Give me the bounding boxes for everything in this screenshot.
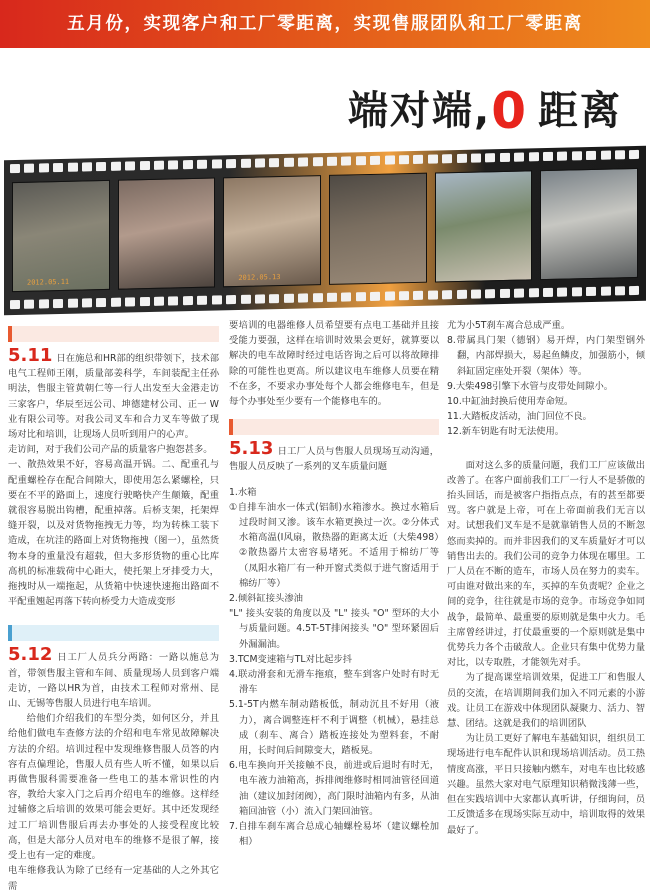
paragraph: 为了提高课堂培训效果，促进工厂和售服人员的交流，在培训期间我们加入不同元素的小游戏。让员工在游戏中体现团队凝聚力、活力、智慧、团结。这就是我们的培训团队 — [447, 672, 645, 730]
film-hole — [500, 153, 510, 162]
paragraph: 为让员工更好了解电车基础知识，组织员工现场进行电车配件认识和现场培训活动。员工热情度高涨，平日只接触内燃车，对电车也比较感兴趣。虽然大家对电气原理知识稍微浅薄一些，但在实践培训中大家都认真听讲，仔细询问，员工反馈适多在现场实际互动中，培训取得的效果最好了。 — [447, 733, 645, 836]
film-hole — [269, 294, 279, 303]
article-body — [0, 318, 650, 892]
spacer — [229, 475, 439, 485]
section-text: 日在施总和HR部的组织带领下，技术部电气工程师王刚，质量部姜科学，车间装配主任孙明法，售服主管黄朝仁等一行人出发至大金港走访三家客户，华辰至远公司、坤德建材公司、正一 W业有限公司等。对我公司叉车和合力叉车等做了现场对比和培训，让现场人员听到用户的心声。 — [8, 353, 219, 441]
film-hole — [284, 294, 294, 303]
section-text: 日工厂人员与售服人员现场互动沟通，售服人员反映了一系列的叉车质量问题 — [229, 446, 439, 473]
film-hole — [370, 292, 380, 301]
film-hole — [529, 288, 539, 297]
film-hole — [485, 289, 495, 298]
page-title — [348, 78, 622, 140]
column-2 — [229, 318, 439, 850]
film-hole — [327, 157, 337, 166]
film-hole — [82, 298, 92, 307]
film-hole — [457, 290, 467, 299]
film-hole — [615, 150, 625, 159]
film-hole — [125, 297, 135, 306]
photo-warehouse — [12, 180, 110, 292]
column-1 — [8, 318, 219, 894]
film-hole — [514, 152, 524, 161]
film-hole — [140, 161, 150, 170]
list-item: 8.带属具门架（德钢）易开焊，内门架型钢外翻，内部焊损大，易起鱼鳞皮，加强筋小，倾斜缸固定座处开裂（架体）等。 — [447, 335, 645, 377]
film-hole — [514, 288, 524, 297]
film-hole — [197, 160, 207, 169]
film-hole — [68, 163, 78, 172]
section-512 — [8, 644, 219, 711]
film-hole — [557, 287, 567, 296]
list-item: 10.中缸油封换后使用寿命短。 — [447, 396, 574, 408]
film-hole — [370, 156, 380, 165]
section-511 — [8, 345, 219, 442]
film-hole — [327, 293, 337, 302]
film-hole — [586, 287, 596, 296]
film-hole — [96, 162, 106, 171]
list-item: 12.新车钥匙有时无法使用。 — [447, 426, 565, 438]
film-hole — [168, 160, 178, 169]
list-item: 11.大踏板皮活动，油门回位不良。 — [447, 411, 592, 423]
film-hole — [500, 289, 510, 298]
paragraph: 给他们介绍我们的车型分类，如何区分，并且给他们做电车查修方法的介绍和电车常见故障解决方法的介绍。培训过程中发现维修售服人员答的内容有点偏理论，售服人员有些人听不懂，如果以后再做售服科需要准备一些电工的基本常识性的内容，教给大家入门之后再介绍电车的维修。这样经过辅修之后培训的效果可能会更好。其中还发现经过工厂培训售服后再去办事处的人接受程度比较高，但是大部分人员对电车的维修不是很了解，接受上也有一定的难度。 — [8, 713, 219, 862]
film-hole — [212, 159, 222, 168]
paragraph: 走访间，对于我们公司产品的质量客户抱怨甚多。 — [8, 444, 213, 456]
film-hole — [601, 151, 611, 160]
section-number: 5.11 — [8, 345, 53, 366]
film-hole — [572, 151, 582, 160]
title-part2: 距离 — [538, 88, 622, 134]
film-hole — [629, 286, 639, 295]
section-text: 日工厂人员兵分两路：一路以施总为首，带领售服主管和车间、质量现场人员到客户端走访，一路以HR为首，由技术工程师对常州、昆山、无锡等售服人员进行电车培训。 — [8, 652, 219, 710]
film-hole — [543, 152, 553, 161]
photo-meeting — [540, 168, 638, 280]
film-hole — [111, 162, 121, 171]
film-hole — [586, 151, 596, 160]
photo-classroom — [223, 175, 321, 287]
film-hole — [10, 164, 20, 173]
film-hole — [39, 163, 49, 172]
film-frames — [12, 168, 638, 292]
film-hole — [471, 289, 481, 298]
film-hole — [241, 159, 251, 168]
film-hole — [442, 290, 452, 299]
film-hole — [24, 300, 34, 309]
film-hole — [356, 292, 366, 301]
issue-list-cont — [447, 318, 645, 440]
section-bar — [8, 326, 219, 342]
film-hole — [457, 154, 467, 163]
film-hole — [298, 157, 308, 166]
photo-date-stamp: 2012.05.13 — [238, 273, 281, 282]
film-hole — [24, 164, 34, 173]
list-item: 1.水箱 — [229, 486, 257, 498]
film-hole — [385, 291, 395, 300]
header-banner — [0, 0, 650, 48]
film-hole — [313, 157, 323, 166]
film-hole — [39, 299, 49, 308]
section-number: 5.12 — [8, 644, 53, 666]
paragraph: 电车维修我认为除了已经有一定基础的人之外其它需 — [8, 865, 219, 892]
film-hole — [471, 153, 481, 162]
photo-training-room — [118, 177, 216, 289]
list-item: 2.倾斜缸接头渗油 — [229, 593, 303, 605]
film-hole — [629, 150, 639, 159]
film-hole — [53, 299, 63, 308]
film-hole — [140, 297, 150, 306]
film-hole — [212, 295, 222, 304]
film-hole — [529, 152, 539, 161]
title-accent-zero: 0 — [491, 82, 528, 140]
section-bar — [8, 625, 219, 641]
title-part1: 端对端, — [348, 88, 492, 134]
film-hole — [82, 162, 92, 171]
paragraph: 一、散热效果不好，容易高温开锅。二、配重孔与配重螺栓存在配合间隙大，即使用怎么紧螺栓，只要在不平的路面上，速度行驶略快产生颠簸，配重就很容易脱出钩槽，配重掉落。后桥支架，托架焊缝开裂，以及对货物拖拽无力等，均为转株工装下造成，在坑洼的路面上对货物拖拽（图一），虽然货物本身的重量没有超载，但大多形货物的重心比库高机的标准载荷中心距大，使托架上牙排受力大，拖拽时从一端拖起，从货箱中快速快速拖出路面不平配重翘起再落下转向桥受力大造成变形 — [8, 459, 219, 608]
film-hole — [154, 297, 164, 306]
list-item: 尤为小5T刹车离合总成严重。 — [447, 320, 571, 331]
film-hole — [96, 298, 106, 307]
film-hole — [313, 293, 323, 302]
film-hole — [255, 294, 265, 303]
film-hole — [68, 299, 78, 308]
film-hole — [111, 298, 121, 307]
film-hole — [168, 296, 178, 305]
list-item: "L" 接头安装的角度以及 "L" 接头 "O" 型环的大小与质量问题。4.5T-5T排闲接头 "O" 型环紧固后外漏漏油。 — [229, 608, 439, 650]
film-hole — [197, 296, 207, 305]
film-hole — [428, 290, 438, 299]
film-hole — [183, 296, 193, 305]
photo-date-stamp: 2012.05.11 — [27, 277, 70, 287]
film-hole — [241, 295, 251, 304]
paragraph: 面对这么多的质量问题，我们工厂应该做出改善了。在客户面前我们工厂一行人不是骄傲的抬头回话，而是被客户指指点点，有的甚至都要骂。客户就是上帝，可在上帝面前我们无言以对。试想我们叉车是不是就靠销售人员的不断忽悠而卖掉的。而并非因我们的叉车质量好才可以销售出去的。我们公司的竞争力体现在哪里。工厂人员在不断的造车，市场人员在努力的卖车。可由谁对做出来的车，买掉的车负责呢？企业之间的竞争，往往就是市场的竞争。市场竞争如同战争，最简单、最重要的原则就是集中火力。毛主席曾经讲过，打仗最重要的一个原则就是集中优势兵力各个击破敌人。企业只有集中优势力量对比，以专取胜，才能领先对手。 — [447, 459, 645, 669]
list-item: 3.TCM变速箱与TL对比起步抖 — [229, 653, 353, 665]
list-item: ①自排车油水一体式(铝制)水箱渗水。换过水箱后过段时间又渗。该车水箱更换过一次。②分体式水箱高温(I风扇，散热器的距离太近（大柴498）②散热器片太密容易堵死。不适用于棉纺厂等（凤阳水箱厂有一种开窗式类似于进气窗适用于棉纺厂等） — [229, 501, 439, 589]
section-bar — [229, 419, 439, 435]
film-hole — [399, 155, 409, 164]
film-hole — [356, 156, 366, 165]
photo-group — [329, 173, 427, 285]
list-item: 5.1-5T内燃车制动踏板低，制动沉且不好用（液力），离合调整连杆不利于调整（机械），悬挂总成（刹车、离合）踏板连接处为塑料套，不耐用，长时间后间隙变大，踏板晃。 — [229, 699, 439, 757]
film-hole — [154, 161, 164, 170]
film-hole — [53, 163, 63, 172]
paragraph: 要培训的电器维修人员希望要有点电工基础并且接受能力要强，这样在培训时效果会更好，就算要以解决的电车故障时经过电话咨询之后可以将故障排除的可能性也更高。所以建议电车维修人员要在精不在多，不要求办事处每个人都会维修电车，但是每个办事处至少要有一个能修电车的。 — [229, 320, 439, 408]
section-513 — [229, 438, 439, 474]
film-hole — [269, 158, 279, 167]
film-hole — [298, 293, 308, 302]
film-hole — [413, 291, 423, 300]
list-item: 4.联动滑套和无滑车拖痕，整车到客户处时有时无滑车 — [229, 669, 439, 696]
column-3 — [447, 318, 645, 838]
film-hole — [226, 159, 236, 168]
film-strip — [4, 146, 646, 316]
issue-list — [229, 485, 439, 850]
film-hole — [442, 154, 452, 163]
film-hole — [284, 158, 294, 167]
film-hole — [255, 158, 265, 167]
film-hole — [615, 286, 625, 295]
photo-outdoor — [435, 170, 533, 282]
list-item: 7.自排车刹车离合总成心轴螺栓易坏（建议螺栓加相） — [229, 821, 439, 848]
film-hole — [543, 288, 553, 297]
list-item: 9.大柴498引擎下水管与皮带处间隙小。 — [447, 380, 614, 392]
film-hole — [601, 287, 611, 296]
film-hole — [10, 300, 20, 309]
section-number: 5.13 — [229, 438, 274, 460]
film-hole — [385, 155, 395, 164]
spacer — [447, 440, 645, 458]
film-hole — [485, 153, 495, 162]
film-hole — [572, 287, 582, 296]
film-hole — [125, 161, 135, 170]
film-hole — [226, 295, 236, 304]
film-hole — [183, 160, 193, 169]
film-hole — [413, 155, 423, 164]
film-hole — [341, 156, 351, 165]
film-hole — [399, 291, 409, 300]
film-hole — [428, 154, 438, 163]
list-item: 6.电车换向开关接触不良，前进或后退时有时无，电车液力油箱高，拆排阀维修时相同油管径回道油（建议加封闭阀），高门限时油箱内有多，从油箱回油管（小）流入门架回油管。 — [229, 760, 439, 817]
film-hole — [341, 292, 351, 301]
banner-title: 五月份，实现客户和工厂零距离，实现售服团队和工厂零距离 — [67, 14, 583, 34]
film-hole — [557, 151, 567, 160]
